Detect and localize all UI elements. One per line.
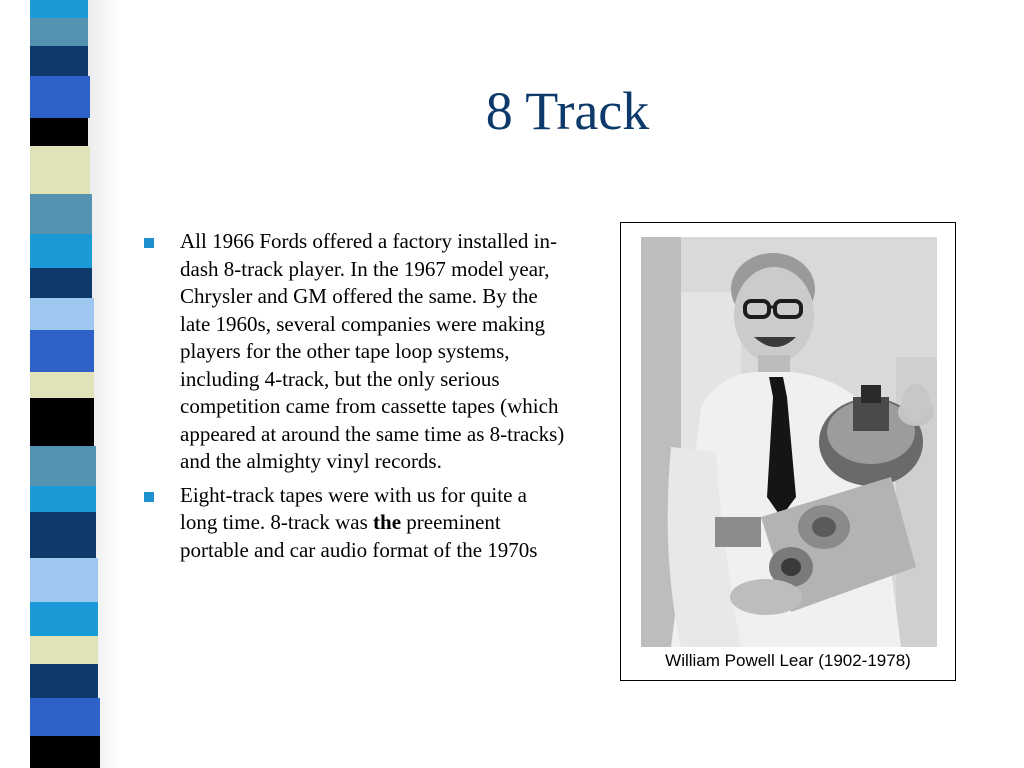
bullet-text: [180, 483, 537, 562]
stripe-block: [30, 194, 92, 234]
stripe-block: [30, 446, 96, 486]
stripe-block: [30, 698, 100, 736]
stripe-block: [30, 558, 98, 602]
stripe-block: [30, 398, 94, 446]
portrait-photo: [641, 237, 937, 647]
bullet-square-icon: [144, 492, 154, 502]
stripe-block: [30, 602, 98, 636]
stripe-block: [30, 330, 94, 372]
bullet-text-run: All 1966 Fords offered a factory installed in-dash 8-track player. In the 1967 model year, Chrysler and GM offered the same. By the late 1960s, several companies were making players for the other tape loop systems, including 4-track, but the only serious competition came from cassette tapes (which appeared at around the same time as 8-tracks) and the almighty vinyl records.: [180, 229, 565, 473]
slide-title: 8 Track: [485, 81, 650, 141]
stripe-block: [30, 372, 94, 398]
stripe-block: [30, 118, 88, 146]
stripe-block: [30, 46, 88, 76]
stripe-block: [30, 268, 92, 298]
bullet-item: [142, 482, 567, 565]
bullet-text-bold-run: the: [373, 510, 402, 534]
stripe-block: [30, 18, 88, 46]
bullet-text: [180, 229, 564, 473]
stripe-block: [30, 664, 98, 698]
photo-frame: [620, 222, 956, 681]
stripe-block: [30, 298, 94, 330]
stripe-block: [30, 76, 90, 118]
stripe-block: [30, 0, 88, 18]
stripe-block: [30, 736, 100, 768]
photo-caption: William Powell Lear (1902-1978): [665, 651, 911, 670]
bullet-list: [142, 228, 567, 570]
stripe-block: [30, 636, 98, 664]
bullet-square-icon: [144, 238, 154, 248]
decorative-stripe: [30, 0, 100, 768]
stripe-block: [30, 146, 90, 194]
stripe-block: [30, 486, 96, 512]
stripe-block: [30, 512, 96, 558]
bullet-item: [142, 228, 567, 476]
bullet-text-run: preeminent portable and car audio format of the 1970s: [180, 510, 538, 562]
bullet-text-run: Eight-track tapes were with us for quite a long time. 8-track was: [180, 482, 527, 534]
stripe-block: [30, 234, 92, 268]
